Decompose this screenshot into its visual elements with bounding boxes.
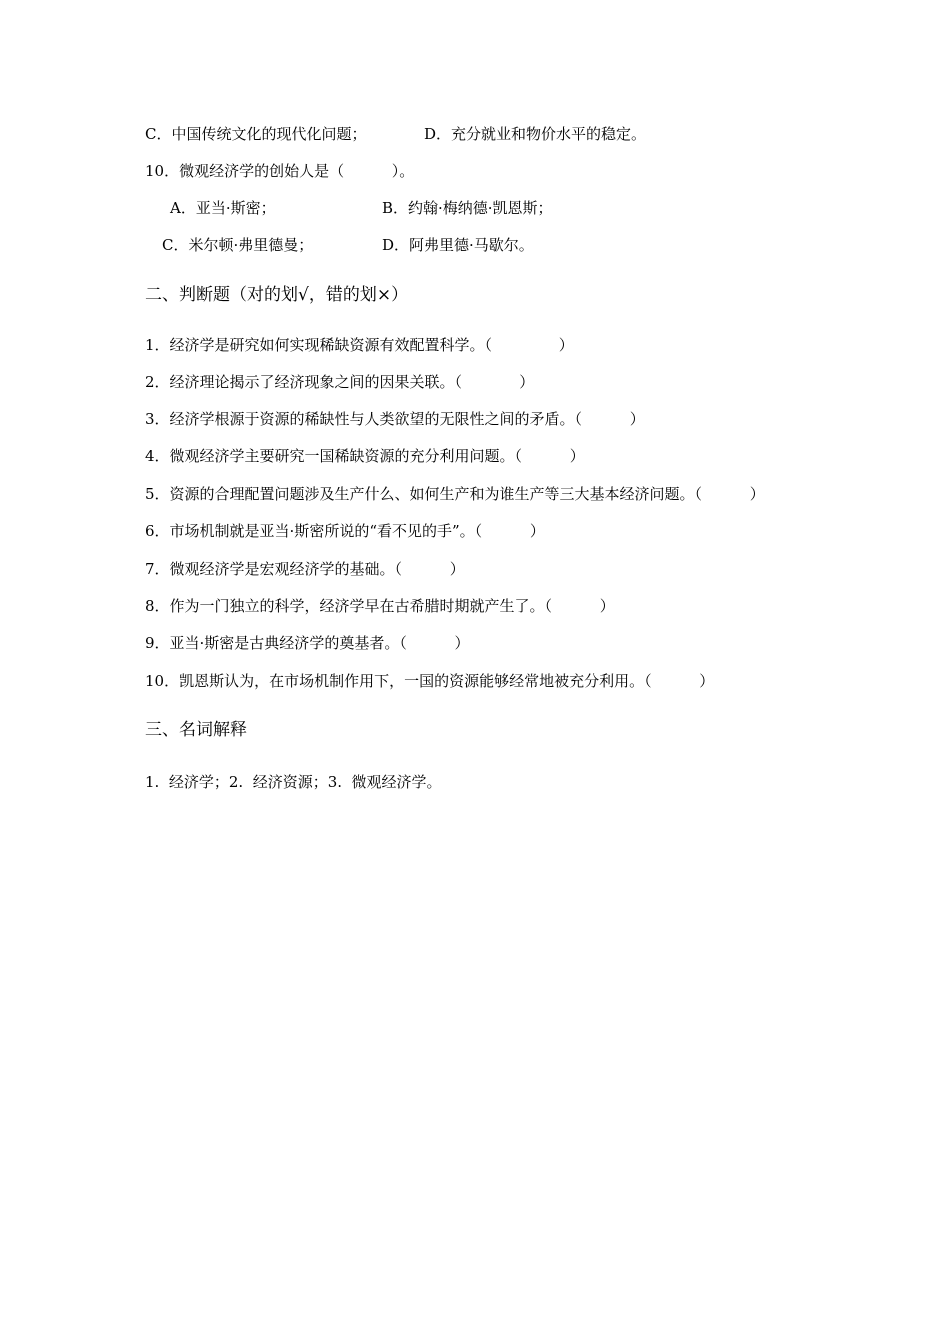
judgment-item-1: 1．经济学是研究如何实现稀缺资源有效配置科学。（ ） xyxy=(145,336,574,354)
judgment-item-8: 8．作为一门独立的科学，经济学早在古希腊时期就产生了。（ ） xyxy=(145,597,615,615)
section-2-title: 二、判断题（对的划√，错的划×） xyxy=(145,285,409,305)
judgment-item-7: 7．微观经济学是宏观经济学的基础。（ ） xyxy=(145,560,465,578)
q10-option-b: B．约翰·梅纳德·凯恩斯； xyxy=(382,199,553,217)
judgment-item-3: 3．经济学根源于资源的稀缺性与人类欲望的无限性之间的矛盾。（ ） xyxy=(145,410,645,428)
judgment-item-9: 9．亚当·斯密是古典经济学的奠基者。（ ） xyxy=(145,634,470,652)
judgment-item-2: 2．经济理论揭示了经济现象之间的因果关联。（ ） xyxy=(145,373,535,391)
q10-option-d: D．阿弗里德·马歇尔。 xyxy=(382,236,534,254)
q9-option-d: D．充分就业和物价水平的稳定。 xyxy=(424,125,647,143)
section-3-title: 三、名词解释 xyxy=(145,720,247,740)
q10-option-c: C．米尔顿·弗里德曼； xyxy=(162,236,314,254)
judgment-item-5: 5．资源的合理配置问题涉及生产什么、如何生产和为谁生产等三大基本经济问题。（ ） xyxy=(145,485,765,503)
q10-option-a: A．亚当·斯密； xyxy=(170,199,276,217)
term-list: 1. 经济学；2. 经济资源；3. 微观经济学。 xyxy=(145,773,442,791)
q9-option-c: C．中国传统文化的现代化问题； xyxy=(145,125,367,143)
judgment-item-10: 10．凯恩斯认为，在市场机制作用下，一国的资源能够经常地被充分利用。（ ） xyxy=(145,672,715,690)
judgment-item-4: 4．微观经济学主要研究一国稀缺资源的充分利用问题。（ ） xyxy=(145,447,585,465)
judgment-item-6: 6．市场机制就是亚当·斯密所说的“看不见的手”。（ ） xyxy=(145,522,545,540)
q10-stem: 10．微观经济学的创始人是（ ）。 xyxy=(145,162,415,180)
